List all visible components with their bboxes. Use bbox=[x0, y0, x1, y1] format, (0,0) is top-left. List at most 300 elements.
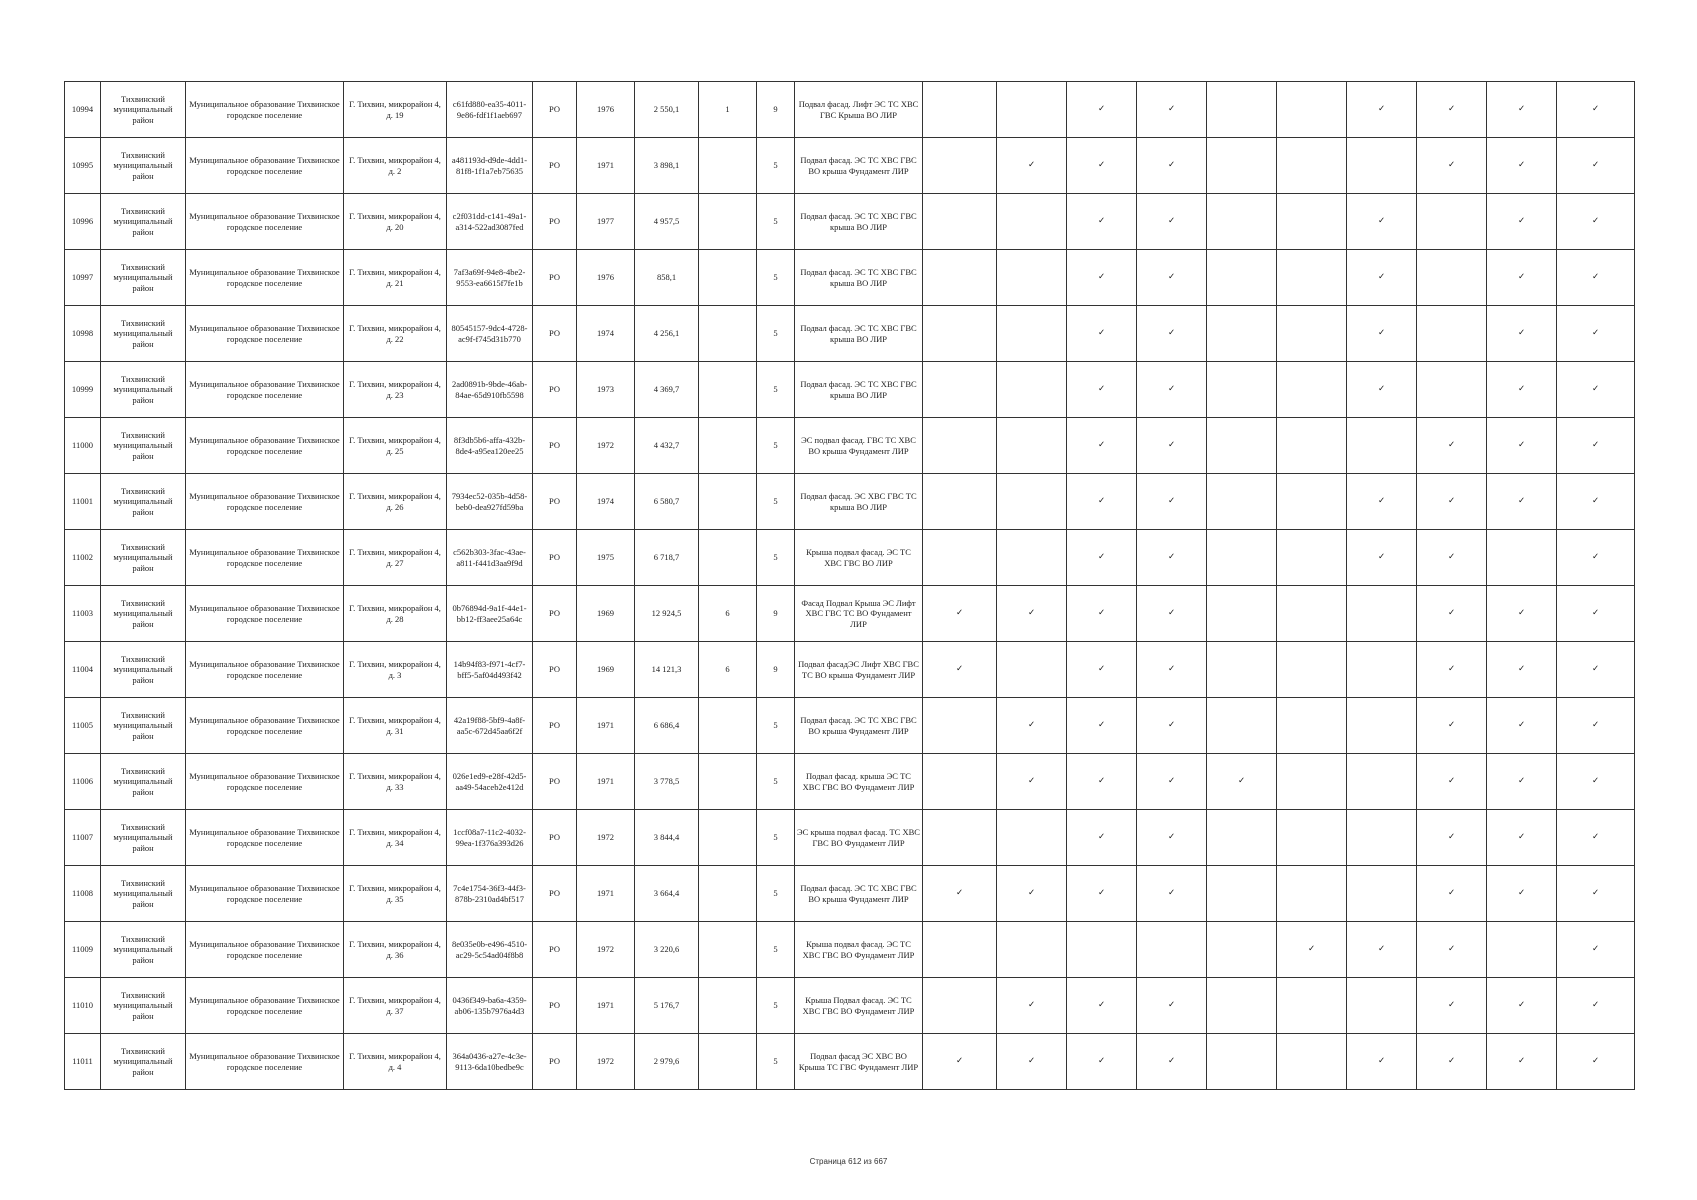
cell-works: Фасад Подвал Крыша ЭС Лифт ХВС ГВС ТС ВО Фундамент ЛИР bbox=[795, 586, 923, 642]
checkmark-icon: ✓ bbox=[1277, 922, 1347, 978]
table-row bbox=[65, 810, 1635, 866]
cell-col-9 bbox=[699, 922, 757, 978]
empty-check-cell bbox=[923, 250, 997, 306]
table-row bbox=[65, 362, 1635, 418]
cell-address: Г. Тихвин, микрорайон 4, д. 4 bbox=[344, 1034, 447, 1090]
checkmark-icon: ✓ bbox=[997, 866, 1067, 922]
cell-guid: c61fd880-ea35-4011-9e86-fdf1f1aeb697 bbox=[447, 82, 533, 138]
cell-col-9 bbox=[699, 978, 757, 1034]
cell-address: Г. Тихвин, микрорайон 4, д. 2 bbox=[344, 138, 447, 194]
cell-area: 2 550,1 bbox=[635, 82, 699, 138]
cell-area: 6 686,4 bbox=[635, 698, 699, 754]
empty-check-cell bbox=[997, 474, 1067, 530]
empty-check-cell bbox=[1207, 362, 1277, 418]
checkmark-icon: ✓ bbox=[1487, 698, 1557, 754]
empty-check-cell bbox=[1487, 530, 1557, 586]
cell-district: Тихвинский муниципальный район bbox=[101, 1034, 186, 1090]
cell-type: РО bbox=[533, 194, 577, 250]
cell-district: Тихвинский муниципальный район bbox=[101, 754, 186, 810]
checkmark-icon: ✓ bbox=[1487, 810, 1557, 866]
cell-floors: 5 bbox=[757, 810, 795, 866]
checkmark-icon: ✓ bbox=[1347, 306, 1417, 362]
checkmark-icon: ✓ bbox=[1137, 978, 1207, 1034]
cell-floors: 5 bbox=[757, 418, 795, 474]
empty-check-cell bbox=[1417, 194, 1487, 250]
cell-district: Тихвинский муниципальный район bbox=[101, 194, 186, 250]
checkmark-icon: ✓ bbox=[1207, 754, 1277, 810]
cell-type: РО bbox=[533, 754, 577, 810]
checkmark-icon: ✓ bbox=[1137, 866, 1207, 922]
cell-row-id: 11006 bbox=[65, 754, 101, 810]
cell-area: 3 220,6 bbox=[635, 922, 699, 978]
checkmark-icon: ✓ bbox=[1557, 194, 1635, 250]
checkmark-icon: ✓ bbox=[1417, 642, 1487, 698]
table-row bbox=[65, 586, 1635, 642]
cell-works: Подвал фасад. ЭС ХВС ГВС ТС крыша ВО ЛИР bbox=[795, 474, 923, 530]
cell-area: 4 256,1 bbox=[635, 306, 699, 362]
housing-register-table bbox=[64, 81, 1635, 1090]
empty-check-cell bbox=[1277, 194, 1347, 250]
empty-check-cell bbox=[1417, 250, 1487, 306]
empty-check-cell bbox=[1277, 138, 1347, 194]
cell-type: РО bbox=[533, 474, 577, 530]
cell-col-9 bbox=[699, 194, 757, 250]
cell-district: Тихвинский муниципальный район bbox=[101, 866, 186, 922]
cell-works: Подвал фасад. крыша ЭС ТС ХВС ГВС ВО Фундамент ЛИР bbox=[795, 754, 923, 810]
checkmark-icon: ✓ bbox=[1067, 418, 1137, 474]
cell-row-id: 11001 bbox=[65, 474, 101, 530]
cell-year: 1975 bbox=[577, 530, 635, 586]
checkmark-icon: ✓ bbox=[1137, 250, 1207, 306]
table-row bbox=[65, 642, 1635, 698]
cell-year: 1974 bbox=[577, 474, 635, 530]
table-row bbox=[65, 866, 1635, 922]
cell-type: РО bbox=[533, 978, 577, 1034]
cell-area: 4 369,7 bbox=[635, 362, 699, 418]
cell-address: Г. Тихвин, микрорайон 4, д. 20 bbox=[344, 194, 447, 250]
empty-check-cell bbox=[997, 82, 1067, 138]
cell-municipality: Муниципальное образование Тихвинское городское поселение bbox=[186, 698, 344, 754]
cell-municipality: Муниципальное образование Тихвинское городское поселение bbox=[186, 530, 344, 586]
cell-col-9 bbox=[699, 474, 757, 530]
empty-check-cell bbox=[1277, 978, 1347, 1034]
cell-row-id: 11000 bbox=[65, 418, 101, 474]
cell-col-9 bbox=[699, 1034, 757, 1090]
cell-type: РО bbox=[533, 418, 577, 474]
cell-row-id: 11005 bbox=[65, 698, 101, 754]
cell-area: 12 924,5 bbox=[635, 586, 699, 642]
checkmark-icon: ✓ bbox=[1487, 1034, 1557, 1090]
empty-check-cell bbox=[1347, 586, 1417, 642]
page-number: Страница 612 из 667 bbox=[809, 1157, 888, 1166]
checkmark-icon: ✓ bbox=[1417, 866, 1487, 922]
cell-floors: 5 bbox=[757, 754, 795, 810]
cell-works: Крыша подвал фасад. ЭС ТС ХВС ГВС ВО Фундамент ЛИР bbox=[795, 922, 923, 978]
cell-year: 1971 bbox=[577, 138, 635, 194]
checkmark-icon: ✓ bbox=[1557, 474, 1635, 530]
checkmark-icon: ✓ bbox=[1557, 922, 1635, 978]
empty-check-cell bbox=[1207, 978, 1277, 1034]
empty-check-cell bbox=[1417, 306, 1487, 362]
cell-district: Тихвинский муниципальный район bbox=[101, 138, 186, 194]
cell-works: Крыша подвал фасад. ЭС ТС ХВС ГВС ВО ЛИР bbox=[795, 530, 923, 586]
cell-address: Г. Тихвин, микрорайон 4, д. 23 bbox=[344, 362, 447, 418]
cell-type: РО bbox=[533, 82, 577, 138]
empty-check-cell bbox=[1207, 810, 1277, 866]
cell-guid: 42a19f88-5bf9-4a8f-aa5c-672d45aa6f2f bbox=[447, 698, 533, 754]
empty-check-cell bbox=[1207, 530, 1277, 586]
empty-check-cell bbox=[997, 922, 1067, 978]
table-row bbox=[65, 418, 1635, 474]
checkmark-icon: ✓ bbox=[1487, 586, 1557, 642]
empty-check-cell bbox=[923, 362, 997, 418]
checkmark-icon: ✓ bbox=[1557, 978, 1635, 1034]
table-body bbox=[65, 82, 1635, 1090]
cell-works: Подвал фасад. ЭС ТС ХВС ГВС крыша ВО ЛИР bbox=[795, 250, 923, 306]
checkmark-icon: ✓ bbox=[1557, 754, 1635, 810]
checkmark-icon: ✓ bbox=[1557, 698, 1635, 754]
empty-check-cell bbox=[1137, 922, 1207, 978]
empty-check-cell bbox=[1207, 250, 1277, 306]
cell-year: 1971 bbox=[577, 866, 635, 922]
empty-check-cell bbox=[923, 754, 997, 810]
checkmark-icon: ✓ bbox=[1557, 1034, 1635, 1090]
cell-floors: 9 bbox=[757, 82, 795, 138]
cell-area: 4 432,7 bbox=[635, 418, 699, 474]
empty-check-cell bbox=[1347, 418, 1417, 474]
cell-type: РО bbox=[533, 642, 577, 698]
cell-area: 6 580,7 bbox=[635, 474, 699, 530]
checkmark-icon: ✓ bbox=[1067, 474, 1137, 530]
empty-check-cell bbox=[923, 530, 997, 586]
empty-check-cell bbox=[1277, 474, 1347, 530]
cell-row-id: 10996 bbox=[65, 194, 101, 250]
checkmark-icon: ✓ bbox=[1487, 138, 1557, 194]
checkmark-icon: ✓ bbox=[1067, 1034, 1137, 1090]
cell-guid: 7934ec52-035b-4d58-beb0-dea927fd59ba bbox=[447, 474, 533, 530]
checkmark-icon: ✓ bbox=[923, 1034, 997, 1090]
checkmark-icon: ✓ bbox=[1347, 250, 1417, 306]
cell-guid: 364a0436-a27e-4c3e-9113-6da10bedbe9c bbox=[447, 1034, 533, 1090]
cell-works: Подвал фасад. ЭС ТС ХВС ГВС ВО крыша Фундамент ЛИР bbox=[795, 866, 923, 922]
checkmark-icon: ✓ bbox=[1347, 922, 1417, 978]
empty-check-cell bbox=[1277, 1034, 1347, 1090]
cell-municipality: Муниципальное образование Тихвинское городское поселение bbox=[186, 810, 344, 866]
cell-guid: c562b303-3fac-43ae-a811-f441d3aa9f9d bbox=[447, 530, 533, 586]
cell-works: Подвал фасад. Лифт ЭС ТС ХВС ГВС Крыша ВО ЛИР bbox=[795, 82, 923, 138]
cell-row-id: 11009 bbox=[65, 922, 101, 978]
cell-district: Тихвинский муниципальный район bbox=[101, 306, 186, 362]
empty-check-cell bbox=[1277, 306, 1347, 362]
empty-check-cell bbox=[997, 530, 1067, 586]
cell-col-9 bbox=[699, 810, 757, 866]
checkmark-icon: ✓ bbox=[1557, 362, 1635, 418]
checkmark-icon: ✓ bbox=[1067, 138, 1137, 194]
cell-address: Г. Тихвин, микрорайон 4, д. 19 bbox=[344, 82, 447, 138]
cell-area: 3 898,1 bbox=[635, 138, 699, 194]
cell-municipality: Муниципальное образование Тихвинское городское поселение bbox=[186, 250, 344, 306]
empty-check-cell bbox=[1207, 586, 1277, 642]
checkmark-icon: ✓ bbox=[923, 642, 997, 698]
checkmark-icon: ✓ bbox=[1557, 418, 1635, 474]
cell-row-id: 10997 bbox=[65, 250, 101, 306]
checkmark-icon: ✓ bbox=[1487, 418, 1557, 474]
empty-check-cell bbox=[997, 418, 1067, 474]
cell-address: Г. Тихвин, микрорайон 4, д. 25 bbox=[344, 418, 447, 474]
checkmark-icon: ✓ bbox=[1557, 866, 1635, 922]
cell-year: 1974 bbox=[577, 306, 635, 362]
cell-floors: 5 bbox=[757, 698, 795, 754]
cell-address: Г. Тихвин, микрорайон 4, д. 22 bbox=[344, 306, 447, 362]
empty-check-cell bbox=[923, 194, 997, 250]
cell-municipality: Муниципальное образование Тихвинское городское поселение bbox=[186, 866, 344, 922]
cell-year: 1971 bbox=[577, 978, 635, 1034]
cell-works: Подвал фасад. ЭС ТС ХВС ГВС крыша ВО ЛИР bbox=[795, 194, 923, 250]
cell-floors: 9 bbox=[757, 642, 795, 698]
checkmark-icon: ✓ bbox=[1137, 474, 1207, 530]
cell-area: 4 957,5 bbox=[635, 194, 699, 250]
cell-year: 1977 bbox=[577, 194, 635, 250]
cell-row-id: 10998 bbox=[65, 306, 101, 362]
checkmark-icon: ✓ bbox=[1487, 82, 1557, 138]
cell-guid: 1ccf08a7-11c2-4032-99ea-1f376a393d26 bbox=[447, 810, 533, 866]
cell-floors: 5 bbox=[757, 194, 795, 250]
cell-year: 1976 bbox=[577, 250, 635, 306]
cell-guid: c2f031dd-c141-49a1-a314-522ad3087fed bbox=[447, 194, 533, 250]
empty-check-cell bbox=[1277, 698, 1347, 754]
cell-row-id: 11004 bbox=[65, 642, 101, 698]
cell-floors: 5 bbox=[757, 530, 795, 586]
cell-municipality: Муниципальное образование Тихвинское городское поселение bbox=[186, 362, 344, 418]
cell-area: 3 844,4 bbox=[635, 810, 699, 866]
cell-type: РО bbox=[533, 306, 577, 362]
cell-floors: 5 bbox=[757, 474, 795, 530]
cell-year: 1972 bbox=[577, 1034, 635, 1090]
table-row bbox=[65, 250, 1635, 306]
empty-check-cell bbox=[923, 474, 997, 530]
empty-check-cell bbox=[923, 306, 997, 362]
cell-row-id: 11011 bbox=[65, 1034, 101, 1090]
checkmark-icon: ✓ bbox=[1417, 138, 1487, 194]
cell-district: Тихвинский муниципальный район bbox=[101, 362, 186, 418]
empty-check-cell bbox=[1277, 754, 1347, 810]
cell-guid: 14b94f83-f971-4cf7-bff5-5af04d493f42 bbox=[447, 642, 533, 698]
checkmark-icon: ✓ bbox=[1137, 530, 1207, 586]
cell-guid: 7c4e1754-36f3-44f3-878b-2310ad4bf517 bbox=[447, 866, 533, 922]
cell-year: 1972 bbox=[577, 418, 635, 474]
empty-check-cell bbox=[997, 250, 1067, 306]
empty-check-cell bbox=[1277, 642, 1347, 698]
cell-row-id: 11002 bbox=[65, 530, 101, 586]
checkmark-icon: ✓ bbox=[1487, 306, 1557, 362]
checkmark-icon: ✓ bbox=[1137, 1034, 1207, 1090]
cell-guid: 026e1ed9-e28f-42d5-aa49-54aceb2e412d bbox=[447, 754, 533, 810]
checkmark-icon: ✓ bbox=[1487, 362, 1557, 418]
cell-floors: 5 bbox=[757, 306, 795, 362]
empty-check-cell bbox=[1347, 866, 1417, 922]
checkmark-icon: ✓ bbox=[1137, 362, 1207, 418]
checkmark-icon: ✓ bbox=[1417, 922, 1487, 978]
cell-col-9 bbox=[699, 250, 757, 306]
cell-address: Г. Тихвин, микрорайон 4, д. 36 bbox=[344, 922, 447, 978]
checkmark-icon: ✓ bbox=[1347, 82, 1417, 138]
checkmark-icon: ✓ bbox=[1557, 642, 1635, 698]
empty-check-cell bbox=[1207, 922, 1277, 978]
cell-guid: 2ad0891b-9bde-46ab-84ae-65d910fb5598 bbox=[447, 362, 533, 418]
cell-floors: 5 bbox=[757, 866, 795, 922]
checkmark-icon: ✓ bbox=[1067, 698, 1137, 754]
empty-check-cell bbox=[923, 978, 997, 1034]
cell-municipality: Муниципальное образование Тихвинское городское поселение bbox=[186, 418, 344, 474]
cell-district: Тихвинский муниципальный район bbox=[101, 978, 186, 1034]
empty-check-cell bbox=[1207, 82, 1277, 138]
cell-col-9: 6 bbox=[699, 586, 757, 642]
cell-district: Тихвинский муниципальный район bbox=[101, 698, 186, 754]
checkmark-icon: ✓ bbox=[1487, 250, 1557, 306]
empty-check-cell bbox=[1347, 698, 1417, 754]
cell-col-9 bbox=[699, 754, 757, 810]
empty-check-cell bbox=[1207, 474, 1277, 530]
cell-type: РО bbox=[533, 362, 577, 418]
cell-floors: 5 bbox=[757, 138, 795, 194]
cell-guid: 0436f349-ba6a-4359-ab06-135b7976a4d3 bbox=[447, 978, 533, 1034]
empty-check-cell bbox=[1207, 306, 1277, 362]
cell-guid: a481193d-d9de-4dd1-81f8-1f1a7eb75635 bbox=[447, 138, 533, 194]
empty-check-cell bbox=[1067, 922, 1137, 978]
cell-address: Г. Тихвин, микрорайон 4, д. 27 bbox=[344, 530, 447, 586]
checkmark-icon: ✓ bbox=[997, 754, 1067, 810]
checkmark-icon: ✓ bbox=[923, 866, 997, 922]
empty-check-cell bbox=[1277, 82, 1347, 138]
cell-guid: 8f3db5b6-affa-432b-8de4-a95ea120ee25 bbox=[447, 418, 533, 474]
checkmark-icon: ✓ bbox=[1067, 754, 1137, 810]
cell-area: 5 176,7 bbox=[635, 978, 699, 1034]
empty-check-cell bbox=[1347, 754, 1417, 810]
checkmark-icon: ✓ bbox=[1417, 810, 1487, 866]
cell-floors: 9 bbox=[757, 586, 795, 642]
checkmark-icon: ✓ bbox=[1487, 866, 1557, 922]
empty-check-cell bbox=[1207, 642, 1277, 698]
cell-guid: 8e035e0b-e496-4510-ac29-5c54ad04f8b8 bbox=[447, 922, 533, 978]
empty-check-cell bbox=[1207, 1034, 1277, 1090]
cell-year: 1971 bbox=[577, 754, 635, 810]
cell-area: 3 778,5 bbox=[635, 754, 699, 810]
cell-district: Тихвинский муниципальный район bbox=[101, 82, 186, 138]
cell-district: Тихвинский муниципальный район bbox=[101, 418, 186, 474]
cell-year: 1972 bbox=[577, 922, 635, 978]
cell-works: Подвал фасадЭС Лифт ХВС ГВС ТС ВО крыша Фундамент ЛИР bbox=[795, 642, 923, 698]
checkmark-icon: ✓ bbox=[1067, 866, 1137, 922]
checkmark-icon: ✓ bbox=[1137, 194, 1207, 250]
cell-municipality: Муниципальное образование Тихвинское городское поселение bbox=[186, 474, 344, 530]
cell-area: 2 979,6 bbox=[635, 1034, 699, 1090]
cell-works: Подвал фасад. ЭС ТС ХВС ГВС крыша ВО ЛИР bbox=[795, 362, 923, 418]
checkmark-icon: ✓ bbox=[1067, 978, 1137, 1034]
empty-check-cell bbox=[1277, 586, 1347, 642]
cell-col-9 bbox=[699, 698, 757, 754]
cell-type: РО bbox=[533, 250, 577, 306]
checkmark-icon: ✓ bbox=[997, 698, 1067, 754]
table-row bbox=[65, 82, 1635, 138]
cell-works: ЭС подвал фасад. ГВС ТС ХВС ВО крыша Фундамент ЛИР bbox=[795, 418, 923, 474]
checkmark-icon: ✓ bbox=[1557, 810, 1635, 866]
checkmark-icon: ✓ bbox=[1487, 978, 1557, 1034]
empty-check-cell bbox=[1277, 530, 1347, 586]
cell-address: Г. Тихвин, микрорайон 4, д. 33 bbox=[344, 754, 447, 810]
checkmark-icon: ✓ bbox=[1487, 474, 1557, 530]
checkmark-icon: ✓ bbox=[1557, 530, 1635, 586]
empty-check-cell bbox=[923, 82, 997, 138]
checkmark-icon: ✓ bbox=[1067, 810, 1137, 866]
empty-check-cell bbox=[923, 698, 997, 754]
checkmark-icon: ✓ bbox=[1067, 362, 1137, 418]
cell-address: Г. Тихвин, микрорайон 4, д. 3 bbox=[344, 642, 447, 698]
cell-floors: 5 bbox=[757, 250, 795, 306]
cell-municipality: Муниципальное образование Тихвинское городское поселение bbox=[186, 194, 344, 250]
table-row bbox=[65, 754, 1635, 810]
cell-district: Тихвинский муниципальный район bbox=[101, 530, 186, 586]
checkmark-icon: ✓ bbox=[1557, 306, 1635, 362]
checkmark-icon: ✓ bbox=[1067, 586, 1137, 642]
checkmark-icon: ✓ bbox=[997, 978, 1067, 1034]
checkmark-icon: ✓ bbox=[1137, 698, 1207, 754]
cell-floors: 5 bbox=[757, 978, 795, 1034]
cell-area: 6 718,7 bbox=[635, 530, 699, 586]
cell-col-9 bbox=[699, 418, 757, 474]
checkmark-icon: ✓ bbox=[1137, 754, 1207, 810]
cell-year: 1969 bbox=[577, 642, 635, 698]
checkmark-icon: ✓ bbox=[1137, 418, 1207, 474]
cell-type: РО bbox=[533, 586, 577, 642]
cell-address: Г. Тихвин, микрорайон 4, д. 37 bbox=[344, 978, 447, 1034]
empty-check-cell bbox=[923, 810, 997, 866]
cell-address: Г. Тихвин, микрорайон 4, д. 28 bbox=[344, 586, 447, 642]
checkmark-icon: ✓ bbox=[1417, 474, 1487, 530]
cell-year: 1973 bbox=[577, 362, 635, 418]
empty-check-cell bbox=[1277, 250, 1347, 306]
checkmark-icon: ✓ bbox=[1417, 698, 1487, 754]
checkmark-icon: ✓ bbox=[1487, 754, 1557, 810]
empty-check-cell bbox=[997, 362, 1067, 418]
cell-works: Подвал фасад. ЭС ТС ХВС ГВС ВО крыша Фундамент ЛИР bbox=[795, 138, 923, 194]
cell-year: 1969 bbox=[577, 586, 635, 642]
cell-year: 1971 bbox=[577, 698, 635, 754]
empty-check-cell bbox=[1207, 138, 1277, 194]
cell-row-id: 10999 bbox=[65, 362, 101, 418]
empty-check-cell bbox=[1277, 362, 1347, 418]
cell-works: Подвал фасад. ЭС ТС ХВС ГВС крыша ВО ЛИР bbox=[795, 306, 923, 362]
cell-works: Подвал фасад. ЭС ТС ХВС ГВС ВО крыша Фундамент ЛИР bbox=[795, 698, 923, 754]
empty-check-cell bbox=[1417, 362, 1487, 418]
cell-row-id: 11003 bbox=[65, 586, 101, 642]
cell-works: Подвал фасад ЭС ХВС ВО Крыша ТС ГВС Фундамент ЛИР bbox=[795, 1034, 923, 1090]
checkmark-icon: ✓ bbox=[997, 1034, 1067, 1090]
cell-area: 858,1 bbox=[635, 250, 699, 306]
cell-row-id: 11008 bbox=[65, 866, 101, 922]
cell-col-9 bbox=[699, 866, 757, 922]
checkmark-icon: ✓ bbox=[1137, 82, 1207, 138]
cell-works: ЭС крыша подвал фасад. ТС ХВС ГВС ВО Фундамент ЛИР bbox=[795, 810, 923, 866]
cell-municipality: Муниципальное образование Тихвинское городское поселение bbox=[186, 138, 344, 194]
cell-municipality: Муниципальное образование Тихвинское городское поселение bbox=[186, 642, 344, 698]
checkmark-icon: ✓ bbox=[1067, 642, 1137, 698]
table-row bbox=[65, 474, 1635, 530]
cell-col-9: 6 bbox=[699, 642, 757, 698]
cell-municipality: Муниципальное образование Тихвинское городское поселение bbox=[186, 82, 344, 138]
checkmark-icon: ✓ bbox=[1347, 362, 1417, 418]
checkmark-icon: ✓ bbox=[1067, 530, 1137, 586]
table-row bbox=[65, 138, 1635, 194]
